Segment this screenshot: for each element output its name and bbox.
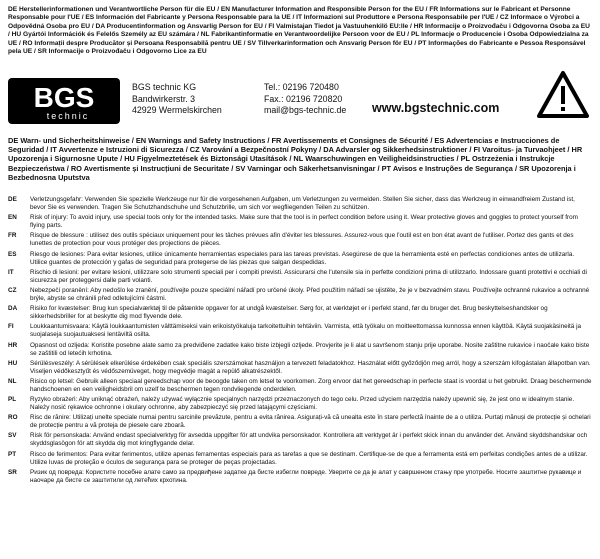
language-code: FI — [8, 323, 14, 331]
phone-number: Tel.: 02196 720480 — [264, 82, 339, 92]
warning-text: Ryzyko obrażeń: Aby uniknąć obrażeń, należy używać wyłącznie specjalnych narzędzi przeznaczonych do tego celu. Przed użyciem narzędzia należy upewnić się, że jest ono w idealnym stanie. Należy nosić rękawice ochronne i okulary ochronne, aby zabezpieczyć się przed latającymi częściami. — [30, 396, 575, 412]
warning-row — [8, 432, 592, 448]
warning-text: Risico op letsel: Gebruik alleen speciaal gereedschap voor de beoogde taken om letsel te voorkomen. Zorg ervoor dat het gereedschap in perfecte staat is voordat u het gebruikt. Draag beschermende handschoenen en een veiligheidsbril om uzelf te beschermen tegen rondvliegende onderdelen. — [30, 377, 592, 393]
language-code: IT — [8, 268, 14, 276]
warning-row — [8, 469, 592, 485]
warning-text: Riesgo de lesiones: Para evitar lesiones, utilice únicamente herramientas especiales para las tareas previstas. Asegúrese de que la herramienta esté en perfectas condiciones antes de utilizarla. Utilice guantes de protección y gafas de seguridad para protegerse de las piezas que salgan despedidas. — [30, 250, 575, 266]
warning-text: Rischio di lesioni: per evitare lesioni, utilizzare solo strumenti speciali per i compiti previsti. Assicurarsi che l'utensile sia in perfette condizioni prima di utilizzarlo. Indossare guanti protettivi e occhiali di sicurezza per proteggersi dalle parti volanti. — [30, 268, 587, 284]
warning-text: Opasnost od ozljeda: Koristite posebne alate samo za predviđene zadatke kako biste izbjegli ozljede. Provjerite je li alat u savršenom stanju prije uporabe. Nosite zaštitne rukavice i naočale kako biste se zaštitili od letećih krhotina. — [30, 341, 590, 357]
fax-number: Fax.: 02196 720820 — [264, 93, 343, 104]
warning-text: Risc de rănire: Utilizați unelte speciale numai pentru sarcinile prevăzute, pentru a evita rănirea. Asigurați-vă că unealta este în stare perfectă înainte de a o utiliza. Purtați mănuși de protecție și ochelari de protecție pentru a vă proteja de piesele care zboară. — [30, 414, 591, 430]
warning-triangle-icon — [536, 70, 590, 120]
language-code: CZ — [8, 286, 17, 294]
company-address — [132, 82, 222, 117]
svg-text:BGS: BGS — [33, 82, 95, 113]
warning-row — [8, 196, 592, 212]
warning-row — [8, 323, 592, 339]
warning-text: Risk of injury: To avoid injury, use special tools only for the intended tasks. Make sure that the tool is in perfect condition before using it. Wear protective gloves and goggles to protect yourself from flying parts. — [30, 214, 578, 230]
language-code: NL — [8, 377, 17, 385]
language-code: DA — [8, 305, 18, 313]
warning-text: Ризик од повреда: Користите посебне алате само за предвиђене задатке да бисте избегли повреде. Уверите се да је алат у савршеном стању пре употребе. Носите заштитне рукавице и наочаре да бисте се заштитили од летећих крхотина. — [30, 468, 582, 484]
document-page — [8, 6, 592, 487]
warning-row — [8, 232, 592, 248]
warning-row — [8, 378, 592, 394]
address-line: Bandwirkerstr. 3 — [132, 93, 196, 104]
address-line: 42929 Wermelskirchen — [132, 105, 222, 115]
warning-row — [8, 251, 592, 267]
warning-row — [8, 287, 592, 303]
safety-instructions-header: DE Warn- und Sicherheitshinweise / EN Warnings and Safety Instructions / FR Avertissements et Consignes de Sécurité / ES Advertencias e Instrucciones de Seguridad / IT Avvertenze e Istruzioni di Sicurezza / CZ Varování a Bezpečnostní Pokyny / DA Advarsler og Sikkerhedsinstruktioner / FI Varoitus- ja Turvaohjeet / HR Upozorenja i Sigurnosne Upute / HU Figyelmeztetések és Biztonsági Utasítások / NL Waarschuwingen en Veiligheidsinstructies / PL Ostrzeżenia i Instrukcje Bezpieczeństwa / RO Avertismente și Instrucțiuni de Securitate / SV Varningar och Säkerhetsanvisningar / PT Avisos e Instruções de Segurança / SR Upozorenja i Bezbednosna Uputstva — [8, 136, 583, 182]
warning-row — [8, 360, 592, 376]
company-contact — [264, 82, 346, 117]
warning-row — [8, 214, 592, 230]
warning-text: Risk för personskada: Använd endast specialverktyg för avsedda uppgifter för att undvika personskador. Kontrollera att verktyget är i perfekt skick innan du använder det. Använd skyddshandskar och skyddsglasögon för att skydda dig mot kringflygande delar. — [30, 432, 588, 448]
warning-row — [8, 396, 592, 412]
manufacturer-info-header: DE Herstellerinformationen und Verantwortliche Person für die EU / EN Manufacturer Information and Responsible Person for the EU / FR Informations sur le Fabricant et Personne Responsable pour l'UE / ES Información del Fabricante y Persona Responsable para la UE / IT Informazioni sul Produttore e Persona Responsabile per l'UE / CZ Informace o Výrobci a Odpovědná Osoba pro EU / DA Producentinformation og Ansvarlig Person for EU / FI Valmistajan Tiedot ja Vastuuhenkilö EU:lle / HR Informacije o Proizvođaču i Odgovorna Osoba za EU / HU Gyártói Információk és Felelős Személy az EU számára / NL Fabrikantinformatie en Verantwoordelijke Persoon voor de EU / PL Informacje o Producencie i Osoba Odpowiedzialna za UE / RO Informații despre Producător și Persoana Responsabilă pentru UE / SV Tillverkarinformation och Ansvarig Person för EU / PT Informações do Fabricante e Pessoa Responsável pela UE / SR Informacije o Proizvođaču i Odgovorno Lice za EU — [8, 6, 590, 56]
company-header — [8, 74, 592, 132]
language-code: HU — [8, 359, 18, 367]
warning-list — [8, 196, 592, 485]
language-code: PT — [8, 450, 17, 458]
language-code: HR — [8, 341, 18, 349]
language-code: FR — [8, 232, 17, 240]
language-code: EN — [8, 214, 17, 222]
website-url: www.bgstechnic.com — [372, 101, 500, 115]
warning-text: Verletzungsgefahr: Verwenden Sie spezielle Werkzeuge nur für die vorgesehenen Aufgaben, um Verletzungen zu vermeiden. Stellen Sie sicher, dass das Werkzeug in einwandfreiem Zustand ist, bevor Sie es verwenden. Tragen Sie Schutzhandschuhe und Schutzbrille, um sich vor wegfliegenden Teilen zu schützen. — [30, 196, 575, 211]
warning-row — [8, 305, 592, 321]
language-code: ES — [8, 250, 17, 258]
language-code: PL — [8, 396, 17, 404]
warning-text: Risque de blessure : utilisez des outils spéciaux uniquement pour les tâches prévues afin d'éviter les blessures. Assurez-vous que l'outil est en bon état avant de l'utiliser. Portez des gants et des lunettes de protection pour vous protéger des projections de pièces. — [30, 232, 574, 248]
address-line: BGS technic KG — [132, 82, 197, 92]
language-code: DE — [8, 196, 17, 203]
email-address: mail@bgs-technic.de — [264, 105, 347, 115]
warning-text: Risco de ferimentos: Para evitar ferimentos, utilize apenas ferramentas especiais para as tarefas a que se destinam. Certifique-se de que a ferramenta está em perfeitas condições antes de a utilizar. Utilize luvas de proteção e óculos de segurança para se proteger de peças projectadas. — [30, 450, 588, 466]
warning-row — [8, 414, 592, 430]
warning-row — [8, 342, 592, 358]
language-code: SR — [8, 468, 17, 476]
bgs-logo — [8, 78, 120, 124]
warning-text: Nebezpečí poranění: Aby nedošlo ke zranění, používejte pouze speciální nářadí pro určené úkoly. Před použitím nářadí se ujistěte, že je v bezvadném stavu. Používejte ochranné rukavice a ochranné brýle, abyste se chránili před odletujícími částmi. — [30, 286, 590, 302]
warning-text: Loukkaantumisvaara: Käytä loukkaantumisten välttämiseksi vain erikoistyökaluja tarkoitettuihin tehtäviin. Varmista, että työkalu on moitteettomassa kunnossa ennen käyttöä. Käytä suojakäsineitä ja suojalaseja suojautuaksesi lentäviltä osilta. — [30, 323, 582, 339]
svg-text:technic: technic — [46, 111, 90, 121]
warning-text: Sérülésveszély: A sérülések elkerülése érdekében csak speciális szerszámokat használjon a tervezett feladatokhoz. Használat előtt győződjön meg arról, hogy a szerszám kifogástalan állapotban van. Viseljen védőkesztyűt és védőszemüveget, hogy megvédje magát a repülő alkatrészektől. — [30, 359, 591, 375]
warning-text: Risiko for kvæstelser: Brug kun specialværktøj til de påtænkte opgaver for at undgå kvæstelser. Sørg for, at værktøjet er i perfekt stand, før du bruger det. Brug beskyttelseshandsker og sikkerhedsbriller for at beskytte dig mod flyvende dele. — [30, 305, 548, 321]
language-code: SV — [8, 432, 17, 440]
warning-row — [8, 451, 592, 467]
language-code: RO — [8, 414, 18, 422]
warning-row — [8, 269, 592, 285]
